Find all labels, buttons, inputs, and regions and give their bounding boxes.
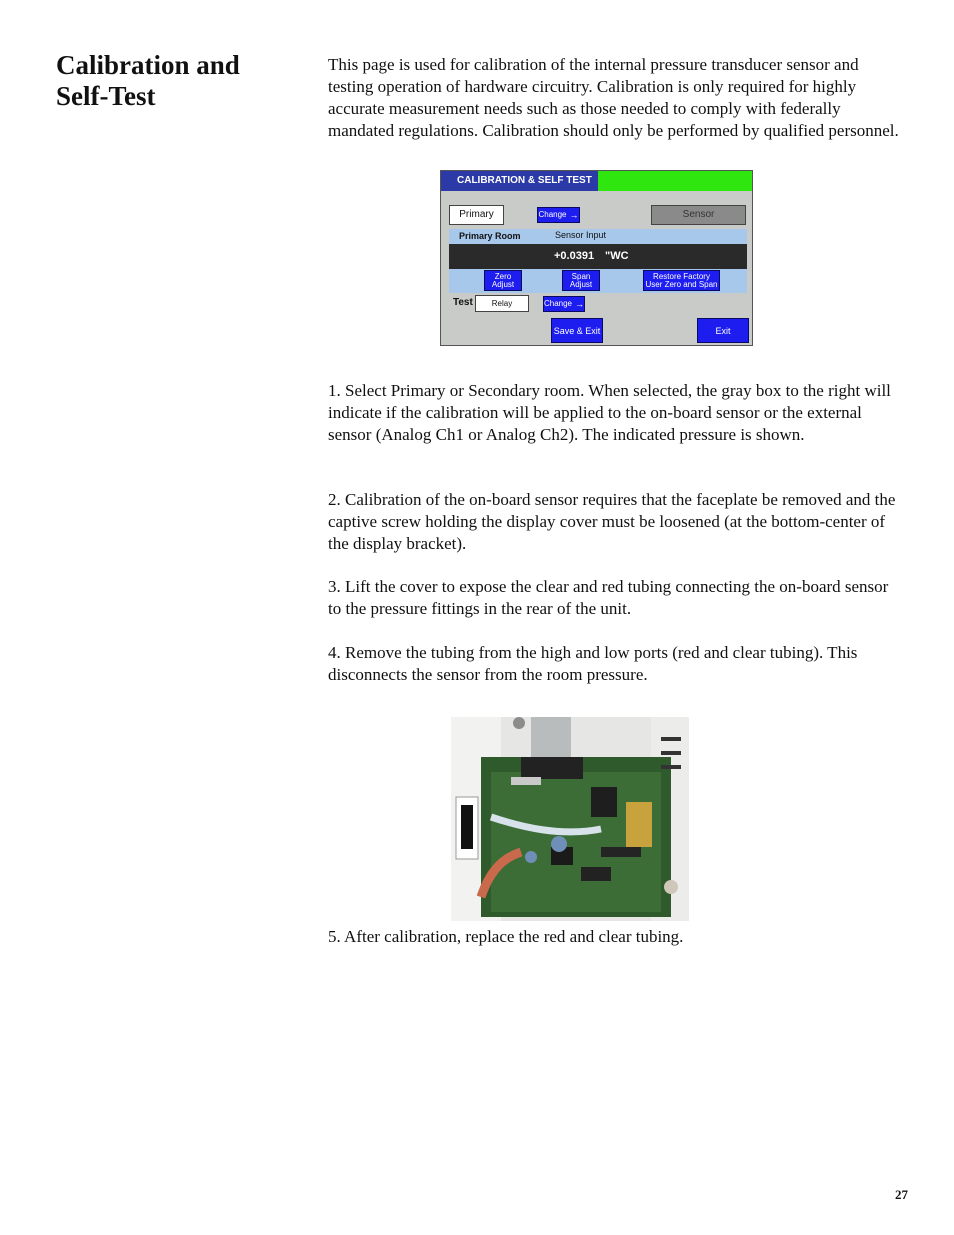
pressure-value: +0.0391: [554, 250, 595, 262]
restore-line1: Restore Factory: [653, 271, 710, 281]
room-label: Primary Room: [459, 231, 521, 241]
span-adjust-line2: Adjust: [569, 279, 593, 289]
step-2: 2. Calibration of the on-board sensor requires that the faceplate be removed and the captive screw holding the display cover must be loosened (at the bottom-center of the display bracket).: [328, 490, 896, 553]
test-label: Test: [453, 297, 473, 308]
zero-adjust-button[interactable]: [484, 270, 522, 291]
test-change-button[interactable]: [543, 296, 585, 312]
test-selector[interactable]: Relay: [475, 295, 529, 312]
section-heading: [56, 50, 296, 112]
circuit-board-photo: [451, 717, 689, 921]
step-1: 1. Select Primary or Secondary room. When selected, the gray box to the right will indicate if the calibration will be applied to the on-board sensor or the external sensor (Analog Ch1 or Analog Ch2). The indicated pressure is shown.: [328, 381, 891, 444]
save-exit-label: Save & Exit: [553, 325, 601, 336]
arrow-right-icon: →: [575, 299, 585, 309]
restore-factory-button[interactable]: [643, 270, 720, 291]
exit-label: Exit: [715, 325, 731, 336]
step-5: 5. After calibration, replace the red and clear tubing.: [328, 927, 684, 946]
span-adjust-button[interactable]: [562, 270, 600, 291]
heading-line-1: Calibration and: [56, 50, 240, 80]
arrow-right-icon: →: [569, 210, 579, 220]
primary-room-selector[interactable]: Primary: [449, 205, 504, 225]
test-change-label: Change: [543, 299, 573, 308]
save-exit-button[interactable]: [551, 318, 603, 343]
pressure-readout: [449, 244, 747, 269]
step-4: 4. Remove the tubing from the high and low ports (red and clear tubing). This disconnects the sensor from the room pressure.: [328, 643, 858, 684]
intro-paragraph: This page is used for calibration of the internal pressure transducer sensor and testing operation of hardware circuitry. Calibration is only required for highly accurate measurement needs such as those needed to comply with federally mandated regulations. Calibration should only be performed by qualified personnel.: [328, 55, 899, 140]
pressure-unit: "WC: [605, 250, 629, 262]
span-adjust-line1: Span: [571, 271, 591, 281]
sensor-source-box: Sensor: [651, 205, 746, 225]
exit-button[interactable]: [697, 318, 749, 343]
restore-line2: User Zero and Span: [645, 279, 718, 289]
sensor-input-label: Sensor Input: [555, 230, 607, 240]
step-3: 3. Lift the cover to expose the clear and red tubing connecting the on-board sensor to the pressure fittings in the rear of the unit.: [328, 577, 889, 618]
zero-adjust-line2: Adjust: [491, 279, 515, 289]
calibration-screen-image: [440, 170, 753, 346]
heading-line-2: Self-Test: [56, 81, 156, 111]
screen-title: CALIBRATION & SELF TEST: [441, 171, 598, 191]
circuit-board-illustration: [451, 717, 689, 921]
room-change-label: Change: [538, 210, 567, 219]
zero-adjust-line1: Zero: [494, 271, 512, 281]
status-indicator: [598, 171, 752, 191]
page-number: 27: [895, 1187, 908, 1202]
room-change-button[interactable]: [537, 207, 580, 223]
